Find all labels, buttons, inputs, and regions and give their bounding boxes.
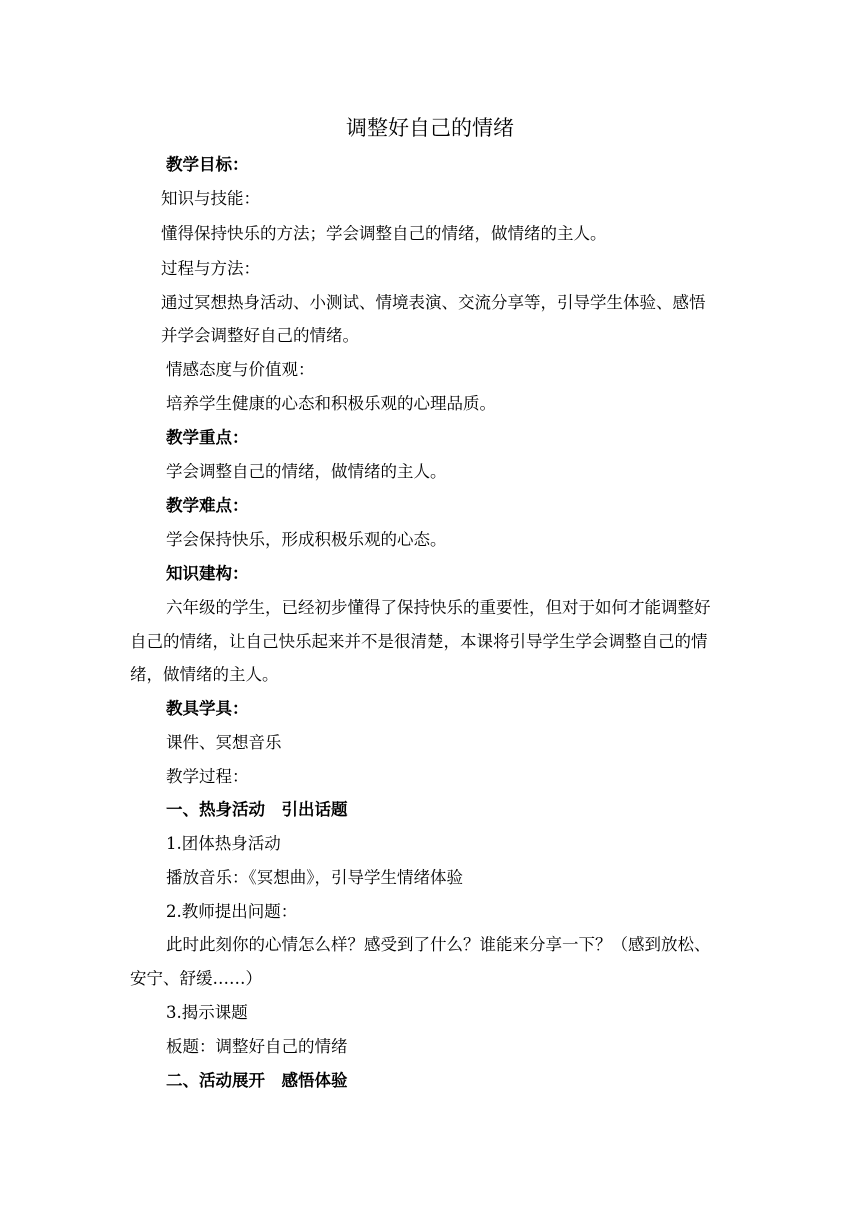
document-title: 调整好自己的情绪 [346, 116, 514, 140]
paragraph-line: 板题：调整好自己的情绪 [166, 1037, 348, 1056]
subheading-attitude-values: 情感态度与价值观： [166, 360, 315, 379]
heading-knowledge-construction: 知识建构： [166, 564, 249, 583]
heading-teaching-tools: 教具学具： [166, 699, 249, 718]
list-item: 3.揭示课题 [166, 1003, 248, 1022]
heading-teaching-focus: 教学重点： [166, 428, 249, 447]
paragraph-line: 并学会调整好自己的情绪。 [161, 326, 359, 345]
paragraph-line: 安宁、舒缓……） [130, 969, 262, 988]
paragraph-line: 播放音乐：《冥想曲》，引导学生情绪体验 [166, 868, 463, 887]
subheading-process-methods: 过程与方法： [161, 259, 260, 278]
heading-teaching-process: 教学过程： [166, 767, 249, 786]
section-heading-activity: 二、活动展开 感悟体验 [166, 1071, 348, 1090]
paragraph-line: 课件、冥想音乐 [166, 733, 282, 752]
paragraph-line: 通过冥想热身活动、小测试、情境表演、交流分享等，引导学生体验、感悟 [161, 293, 706, 312]
list-item: 1.团体热身活动 [166, 834, 281, 853]
paragraph-line: 此时此刻你的心情怎么样？感受到了什么？谁能来分享一下？（感到放松、 [166, 935, 711, 954]
paragraph-line: 六年级的学生，已经初步懂得了保持快乐的重要性，但对于如何才能调整好 [166, 598, 711, 617]
paragraph-line: 绪，做情绪的主人。 [130, 665, 279, 684]
heading-teaching-difficulty: 教学难点： [166, 496, 249, 515]
section-heading-warmup: 一、热身活动 引出话题 [166, 800, 348, 819]
paragraph-line: 培养学生健康的心态和积极乐观的心理品质。 [166, 394, 496, 413]
heading-teaching-goals: 教学目标： [166, 155, 249, 174]
list-item: 2.教师提出问题： [166, 902, 298, 921]
paragraph-line: 学会调整自己的情绪，做情绪的主人。 [166, 462, 447, 481]
paragraph-line: 学会保持快乐，形成积极乐观的心态。 [166, 530, 447, 549]
paragraph-line: 懂得保持快乐的方法；学会调整自己的情绪，做情绪的主人。 [161, 224, 607, 243]
paragraph-line: 自己的情绪，让自己快乐起来并不是很清楚，本课将引导学生学会调整自己的情 [130, 632, 708, 651]
subheading-knowledge-skills: 知识与技能： [161, 189, 260, 208]
